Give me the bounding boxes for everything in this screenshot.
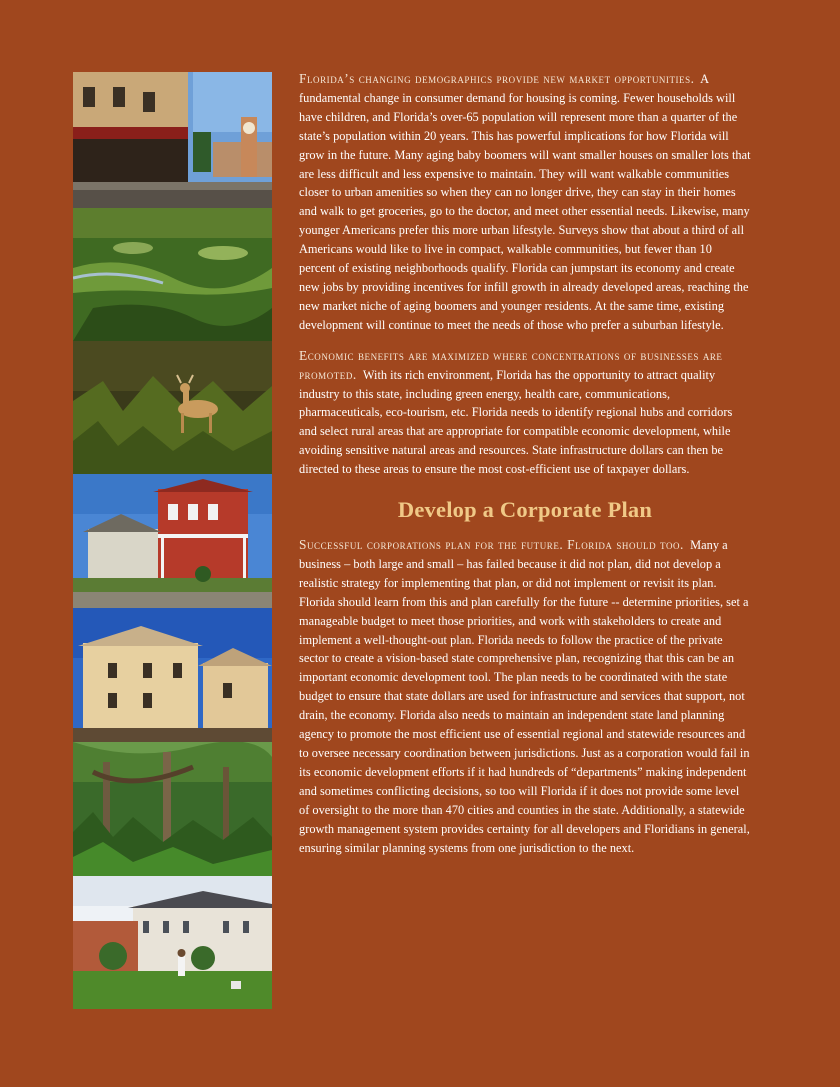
section-heading: Develop a Corporate Plan	[397, 497, 653, 523]
campus-lawn-photo	[73, 876, 272, 1009]
economic-benefits-paragraph	[299, 347, 751, 479]
wetland-marsh-photo	[73, 208, 272, 341]
corporate-plan-lead: Successful corporations plan for the future. Florida should too.	[299, 537, 684, 553]
photo-strip	[73, 72, 272, 1009]
stucco-buildings-photo	[73, 608, 272, 742]
red-townhouses-photo	[73, 474, 272, 608]
corporate-plan-paragraph	[299, 536, 751, 857]
downtown-street-photo	[73, 72, 272, 208]
economic-benefits-body: With its rich environment, Florida has the opportunity to attract quality industry to this state, including green energy, health care, communications, pharmaceuticals, eco-tourism, etc. Florida needs to identify regional hubs and corridors and select rural areas that are appropriate for compatible economic development, while avoiding sensitive natural areas and resources. State infrastructure dollars can then be directed to these areas to ensure the most cost-efficient use of taxpayer dollars.	[299, 367, 733, 477]
deer-in-palmettos-photo	[73, 341, 272, 474]
demographics-body: A fundamental change in consumer demand for housing is coming. Fewer households will have children, and Florida’s over-65 population will represent more than a quarter of the state’s population within 20 years. This has powerful implications for how Florida will grow in the future. Many aging baby boomers will want smaller houses on smaller lots that are less difficult and less expensive to maintain. They will want walkable communities closer to urban amenities so when they can no longer drive, they can stay in their homes and walk to get groceries, go to the doctor, and meet other essential needs. Likewise, many younger Americans prefer this more urban lifestyle. Surveys show that about a third of all Americans would like to live in compact, walkable communities, but fewer than 10 percent of existing neighborhoods qualify. Florida can jumpstart its economy and create new jobs by providing incentives for infill growth in already developed areas, reaching the new market niche of aging boomers and younger residents. At the same time, existing development will continue to meet the needs of those who prefer a suburban lifestyle.	[299, 72, 751, 332]
corporate-plan-body: Many a business – both large and small – has failed because it did not plan, did not develop a realistic strategy for implementing that plan, or did not implement or revisit its plan. Florida should learn from this and plan carefully for the future -- determine priorities, set a manageable budget to meet those priorities, and work with stakeholders to create and implement a well-thought-out plan. Florida needs to follow the practice of the private sector to create a vision-based state comprehensive plan, recognizing that this can be an important economic development tool. The plan needs to be coordinated with the state budget to ensure that state dollars are used for infrastructure and services that support, not drain, the economy. Florida also needs to maintain an independent state land planning agency to promote the most efficient use of essential regional and statewide resources and to oversee necessary coordination between jurisdictions. Just as a corporation would fail in its economic development efforts if it had hundreds of “departments” making independent and sometimes conflicting decisions, so too will Florida if it does not provide some level of oversight to the more than 470 cities and counties in the state. Additionally, a statewide growth management system provides certainty for all developers and Floridians in general, ensuring similar planning systems from one jurisdiction to the next.	[299, 538, 750, 855]
economic-benefits-lead: Economic benefits are maximized where concentrations of businesses are promoted.	[299, 347, 723, 382]
palm-forest-photo	[73, 742, 272, 876]
demographics-paragraph	[299, 70, 751, 335]
demographics-lead: Florida’s changing demographics provide new market opportunities.	[299, 71, 695, 86]
article-text	[299, 70, 751, 869]
